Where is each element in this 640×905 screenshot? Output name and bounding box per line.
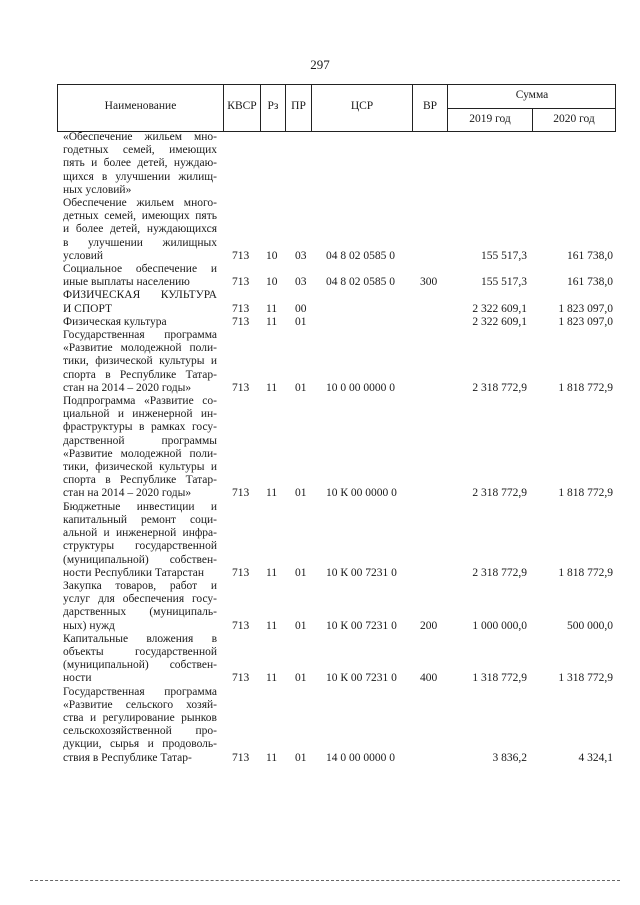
cell-rz: 11 <box>266 672 278 685</box>
row-name-line: дарственной программы <box>63 434 217 447</box>
row-name-line: Государственная программа <box>63 329 217 342</box>
cell-y2020: 4 324,1 <box>578 751 613 764</box>
row-name <box>63 289 217 315</box>
row-name-line: циальной и инженерной ин- <box>63 408 217 421</box>
cell-pr: 03 <box>295 276 307 289</box>
cell-pr: 01 <box>295 566 307 579</box>
header-name: Наименование <box>104 100 177 112</box>
cell-y2020: 1 318 772,9 <box>558 672 613 685</box>
row-name-line: ствия в Республике Татар- <box>63 751 192 764</box>
row-name-line: Бюджетные инвестиции и <box>63 500 217 513</box>
row-name <box>63 131 217 197</box>
table-row <box>0 197 640 263</box>
table-row <box>0 686 640 765</box>
row-name-line: Физическая культура <box>63 315 167 328</box>
cell-y2019: 2 322 609,1 <box>472 302 527 315</box>
page-number: 297 <box>310 57 330 72</box>
cell-y2019: 1 318 772,9 <box>472 672 527 685</box>
row-name-line: ности <box>63 672 92 685</box>
row-name-line: дарственных (муниципаль- <box>63 606 217 619</box>
cell-rz: 11 <box>266 487 278 500</box>
cell-y2020: 1 818 772,9 <box>558 487 613 500</box>
row-name <box>63 263 217 289</box>
cell-csr: 10 К 00 7231 0 <box>326 566 397 579</box>
cell-y2019: 3 836,2 <box>492 751 527 764</box>
footer-divider <box>30 880 620 881</box>
table-row <box>0 633 640 686</box>
header-divider <box>447 108 616 109</box>
row-name-line: «Развитие сельского хозяй- <box>63 698 217 711</box>
cell-kvsr: 713 <box>232 751 250 764</box>
cell-rz: 11 <box>266 381 278 394</box>
row-name-line: ФИЗИЧЕСКАЯ КУЛЬТУРА <box>63 289 217 302</box>
header-2019: 2019 год <box>469 113 511 125</box>
row-name-line: Подпрограмма «Развитие со- <box>63 395 217 408</box>
cell-y2019: 2 318 772,9 <box>472 566 527 579</box>
row-name-line: (муниципальной) собствен- <box>63 659 217 672</box>
cell-pr: 01 <box>295 751 307 764</box>
row-name-line: «Развитие молодежной поли- <box>63 447 217 460</box>
cell-pr: 00 <box>295 302 307 315</box>
cell-rz: 11 <box>266 315 278 328</box>
cell-y2020: 500 000,0 <box>567 619 613 632</box>
row-name-line: пять и более детей, нуждаю- <box>63 157 217 170</box>
row-name-line: «Обеспечение жильем мно- <box>63 131 217 143</box>
row-name-line: тики, физической культуры и <box>63 355 217 368</box>
cell-kvsr: 713 <box>232 381 250 394</box>
cell-pr: 01 <box>295 487 307 500</box>
cell-rz: 11 <box>266 619 278 632</box>
row-name-line: условий <box>63 249 104 262</box>
row-name <box>63 316 217 329</box>
row-name-line: иные выплаты населению <box>63 276 190 289</box>
table-row <box>0 131 640 197</box>
row-name-line: Обеспечение жильем много- <box>63 197 217 210</box>
cell-vr: 300 <box>420 276 438 289</box>
cell-csr: 10 К 00 7231 0 <box>326 619 397 632</box>
cell-kvsr: 713 <box>232 315 250 328</box>
cell-pr: 01 <box>295 315 307 328</box>
header-top-border <box>57 84 616 85</box>
row-name <box>63 501 217 580</box>
row-name-line: и более детей, нуждающихся <box>63 223 217 236</box>
table-row <box>0 263 640 289</box>
cell-rz: 10 <box>266 276 278 289</box>
cell-y2019: 2 318 772,9 <box>472 381 527 394</box>
row-name-line: дукции, сырья и продоволь- <box>63 738 217 751</box>
header-vr: ВР <box>422 100 438 112</box>
table-row <box>0 329 640 395</box>
cell-csr: 10 К 00 0000 0 <box>326 487 397 500</box>
row-name-line: годетных семей, имеющих <box>63 144 217 157</box>
cell-rz: 11 <box>266 751 278 764</box>
cell-rz: 11 <box>266 566 278 579</box>
cell-kvsr: 713 <box>232 487 250 500</box>
cell-y2020: 161 738,0 <box>567 249 613 262</box>
row-name-line: стан на 2014 – 2020 годы» <box>63 381 192 394</box>
table-row <box>0 316 640 329</box>
row-name-line: сельскохозяйственной про- <box>63 725 217 738</box>
row-name-line: (муниципальной) собствен- <box>63 553 217 566</box>
cell-y2020: 1 818 772,9 <box>558 566 613 579</box>
row-name-line: спорта в Республике Татар- <box>63 368 217 381</box>
row-name-line: ства и регулирование рынков <box>63 711 217 724</box>
row-name-line: объекты государственной <box>63 645 217 658</box>
cell-csr: 04 8 02 0585 0 <box>326 249 395 262</box>
cell-y2019: 1 000 000,0 <box>472 619 527 632</box>
cell-y2020: 161 738,0 <box>567 276 613 289</box>
cell-y2019: 2 318 772,9 <box>472 487 527 500</box>
row-name-line: услуг для обеспечения госу- <box>63 593 217 606</box>
row-name-line: спорта в Республике Татар- <box>63 474 217 487</box>
row-name <box>63 686 217 765</box>
cell-kvsr: 713 <box>232 249 250 262</box>
row-name-line: тики, физической культуры и <box>63 461 217 474</box>
row-name <box>63 197 217 263</box>
row-name-line: ных) нужд <box>63 619 115 632</box>
cell-kvsr: 713 <box>232 619 250 632</box>
cell-kvsr: 713 <box>232 276 250 289</box>
table-body <box>0 131 640 765</box>
cell-pr: 01 <box>295 381 307 394</box>
row-name-line: ности Республики Татарстан <box>63 566 205 579</box>
cell-y2019: 155 517,3 <box>481 249 527 262</box>
header-csr: ЦСР <box>350 100 374 112</box>
table-header <box>57 84 616 132</box>
cell-rz: 11 <box>266 302 278 315</box>
cell-vr: 400 <box>420 672 438 685</box>
row-name-line: стан на 2014 – 2020 годы» <box>63 487 192 500</box>
row-name-line: Социальное обеспечение и <box>63 263 217 276</box>
row-name-line: капитальный ремонт соци- <box>63 513 217 526</box>
cell-pr: 01 <box>295 672 307 685</box>
header-kvsr: КВСР <box>227 100 257 112</box>
table-row <box>0 395 640 501</box>
cell-kvsr: 713 <box>232 302 250 315</box>
row-name-line: детных семей, имеющих пять <box>63 210 217 223</box>
cell-csr: 10 0 00 0000 0 <box>326 381 395 394</box>
header-sum: Сумма <box>515 89 549 101</box>
cell-y2020: 1 818 772,9 <box>558 381 613 394</box>
row-name-line: фраструктуры в рамках госу- <box>63 421 217 434</box>
row-name-line: И СПОРТ <box>63 302 113 315</box>
cell-vr: 200 <box>420 619 438 632</box>
row-name-line: в улучшении жилищных <box>63 236 217 249</box>
cell-pr: 03 <box>295 249 307 262</box>
row-name-line: щихся в улучшении жилищ- <box>63 170 217 183</box>
row-name-line: Капитальные вложения в <box>63 632 217 645</box>
table-row <box>0 289 640 315</box>
table-row <box>0 580 640 633</box>
cell-y2019: 2 322 609,1 <box>472 315 527 328</box>
row-name-line: альной и инженерной инфра- <box>63 527 217 540</box>
row-name <box>63 633 217 686</box>
cell-y2020: 1 823 097,0 <box>558 302 613 315</box>
cell-pr: 01 <box>295 619 307 632</box>
row-name-line: Государственная программа <box>63 685 217 698</box>
cell-csr: 04 8 02 0585 0 <box>326 276 395 289</box>
cell-csr: 14 0 00 0000 0 <box>326 751 395 764</box>
cell-kvsr: 713 <box>232 672 250 685</box>
header-rz: Рз <box>267 100 279 112</box>
cell-csr: 10 К 00 7231 0 <box>326 672 397 685</box>
cell-y2020: 1 823 097,0 <box>558 315 613 328</box>
row-name <box>63 329 217 395</box>
table-row <box>0 501 640 580</box>
cell-kvsr: 713 <box>232 566 250 579</box>
row-name-line: Закупка товаров, работ и <box>63 579 217 592</box>
cell-rz: 10 <box>266 249 278 262</box>
row-name <box>63 580 217 633</box>
row-name <box>63 395 217 501</box>
cell-y2019: 155 517,3 <box>481 276 527 289</box>
row-name-line: «Развитие молодежной поли- <box>63 342 217 355</box>
row-name-line: ных условий» <box>63 183 132 196</box>
header-2020: 2020 год <box>553 113 595 125</box>
row-name-line: структуры государственной <box>63 540 217 553</box>
header-pr: ПР <box>291 100 306 112</box>
